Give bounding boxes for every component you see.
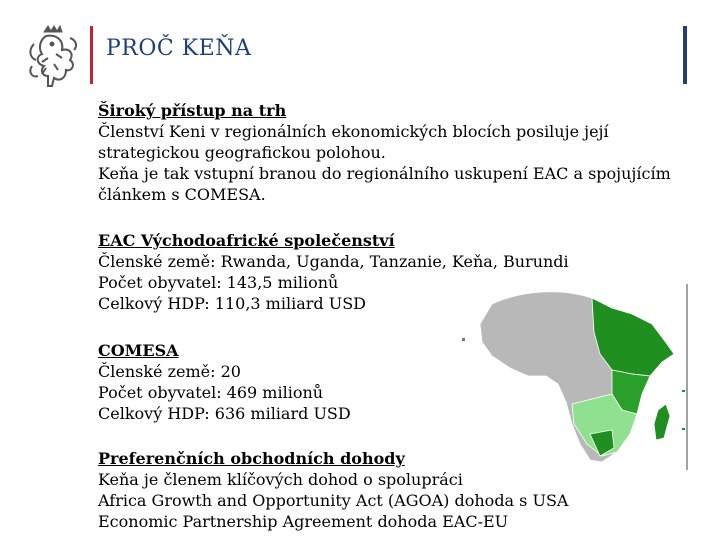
page-title: PROČ KEŇA	[106, 36, 252, 61]
section-heading: Preferenčních obchodních dohody	[98, 449, 405, 468]
section-heading: EAC Východoafrické společenství	[98, 231, 395, 250]
section-line: Počet obyvatel: 143,5 milionů	[98, 273, 339, 292]
section-line: Celkový HDP: 636 miliard USD	[98, 404, 351, 423]
section-market-access	[98, 100, 671, 205]
czech-lion-emblem-icon	[26, 24, 82, 88]
section-line: Členské země: 20	[98, 362, 241, 381]
section-comesa	[98, 340, 351, 424]
section-line: strategickou geografickou polohou.	[98, 143, 386, 162]
section-line: Členské země: Rwanda, Uganda, Tanzanie, Keňa, Burundi	[98, 252, 569, 271]
right-accent-bar	[683, 26, 687, 84]
section-heading: Široký přístup na trh	[98, 101, 287, 120]
section-line: Economic Partnership Agreement dohoda EAC-EU	[98, 512, 509, 531]
section-line: Celkový HDP: 110,3 miliard USD	[98, 294, 366, 313]
section-line: Keňa je tak vstupní branou do regionálního uskupení EAC a spojujícím	[98, 164, 671, 183]
africa-map-icon	[462, 284, 690, 470]
section-line: článkem s COMESA.	[98, 185, 266, 204]
section-line: Keňa je členem klíčových dohod o spolupráci	[98, 470, 463, 489]
section-line: Africa Growth and Opportunity Act (AGOA) dohoda s USA	[98, 491, 569, 510]
title-accent-bar	[90, 26, 93, 84]
section-line: Členství Keni v regionálních ekonomických blocích posiluje její	[98, 122, 609, 141]
section-heading: COMESA	[98, 341, 179, 360]
section-line: Počet obyvatel: 469 milionů	[98, 383, 324, 402]
